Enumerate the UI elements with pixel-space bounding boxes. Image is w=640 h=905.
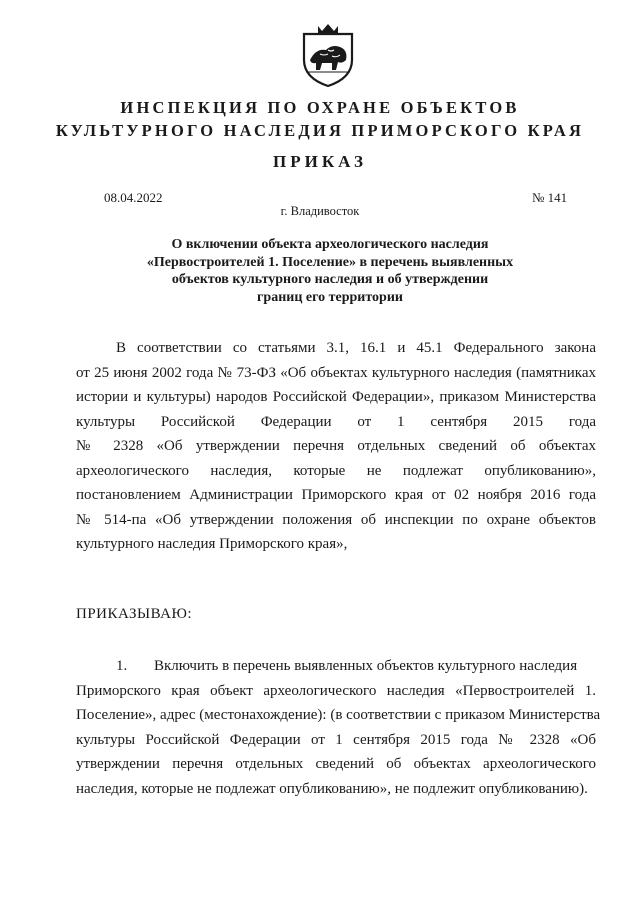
order-item-first-line <box>76 654 596 679</box>
order-item-line: утверждении перечня отдельных сведений об объектах археологического <box>76 756 596 772</box>
order-subject <box>110 236 550 306</box>
document-type-title: ПРИКАЗ <box>273 152 367 171</box>
order-directive-word: ПРИКАЗЫВАЮ: <box>76 606 193 622</box>
coat-of-arms-emblem <box>298 20 358 88</box>
preamble-line: культурного наследия Приморского края», <box>76 536 348 552</box>
agency-name-line-1: ИНСПЕКЦИЯ ПО ОХРАНЕ ОБЪЕКТОВ <box>120 98 520 117</box>
order-item-line: Включить в перечень выявленных объектов культурного наследия <box>154 658 578 674</box>
preamble-line: археологического наследия, которые не подлежат опубликованию», <box>76 462 596 479</box>
order-item-1 <box>76 654 601 801</box>
document-date: 08.04.2022 <box>104 190 163 205</box>
preamble-line: истории и культуры) народов Российской Федерации», приказом Министерства <box>76 389 596 405</box>
preamble-line: В соответствии со статьями 3.1, 16.1 и 45.1 Федерального закона <box>116 340 596 356</box>
order-item-line: культуры Российской Федерации от 1 сентября 2015 года № 2328 «Об <box>76 731 596 748</box>
subject-line: О включении объекта археологического наследия <box>171 237 489 252</box>
preamble-line: № 514-па «Об утверждении положения об инспекции по охране объектов <box>76 511 596 528</box>
preamble-line: постановлением Администрации Приморского края от 02 ноября 2016 года <box>76 487 596 503</box>
document-number: № 141 <box>532 190 568 205</box>
subject-line: «Первостроителей 1. Поселение» в перечень выявленных <box>146 254 514 270</box>
preamble-line: культуры Российской Федерации от 1 сентября 2015 года <box>76 413 596 430</box>
order-item-line: Поселение», адрес (местонахождение): (в соответствии с приказом Министерства <box>76 707 601 723</box>
preamble-paragraph <box>76 336 596 557</box>
preamble-line: от 25 июня 2002 года № 73-ФЗ «Об объектах культурного наследия (памятниках <box>76 364 596 381</box>
order-item-number: 1. <box>116 658 128 674</box>
preamble-line: № 2328 «Об утверждении перечня отдельных сведений об объектах <box>76 438 596 454</box>
subject-line: границ его территории <box>257 289 403 305</box>
document-city: г. Владивосток <box>280 204 360 218</box>
order-item-line: Приморского края объект археологического наследия «Первостроителей 1. <box>76 682 596 699</box>
subject-line: объектов культурного наследия и об утверждении <box>171 272 489 287</box>
order-item-line: наследия, которые не подлежат опубликованию», не подлежит опубликованию). <box>76 780 588 797</box>
agency-name-line-2: КУЛЬТУРНОГО НАСЛЕДИЯ ПРИМОРСКОГО КРАЯ <box>55 121 585 140</box>
